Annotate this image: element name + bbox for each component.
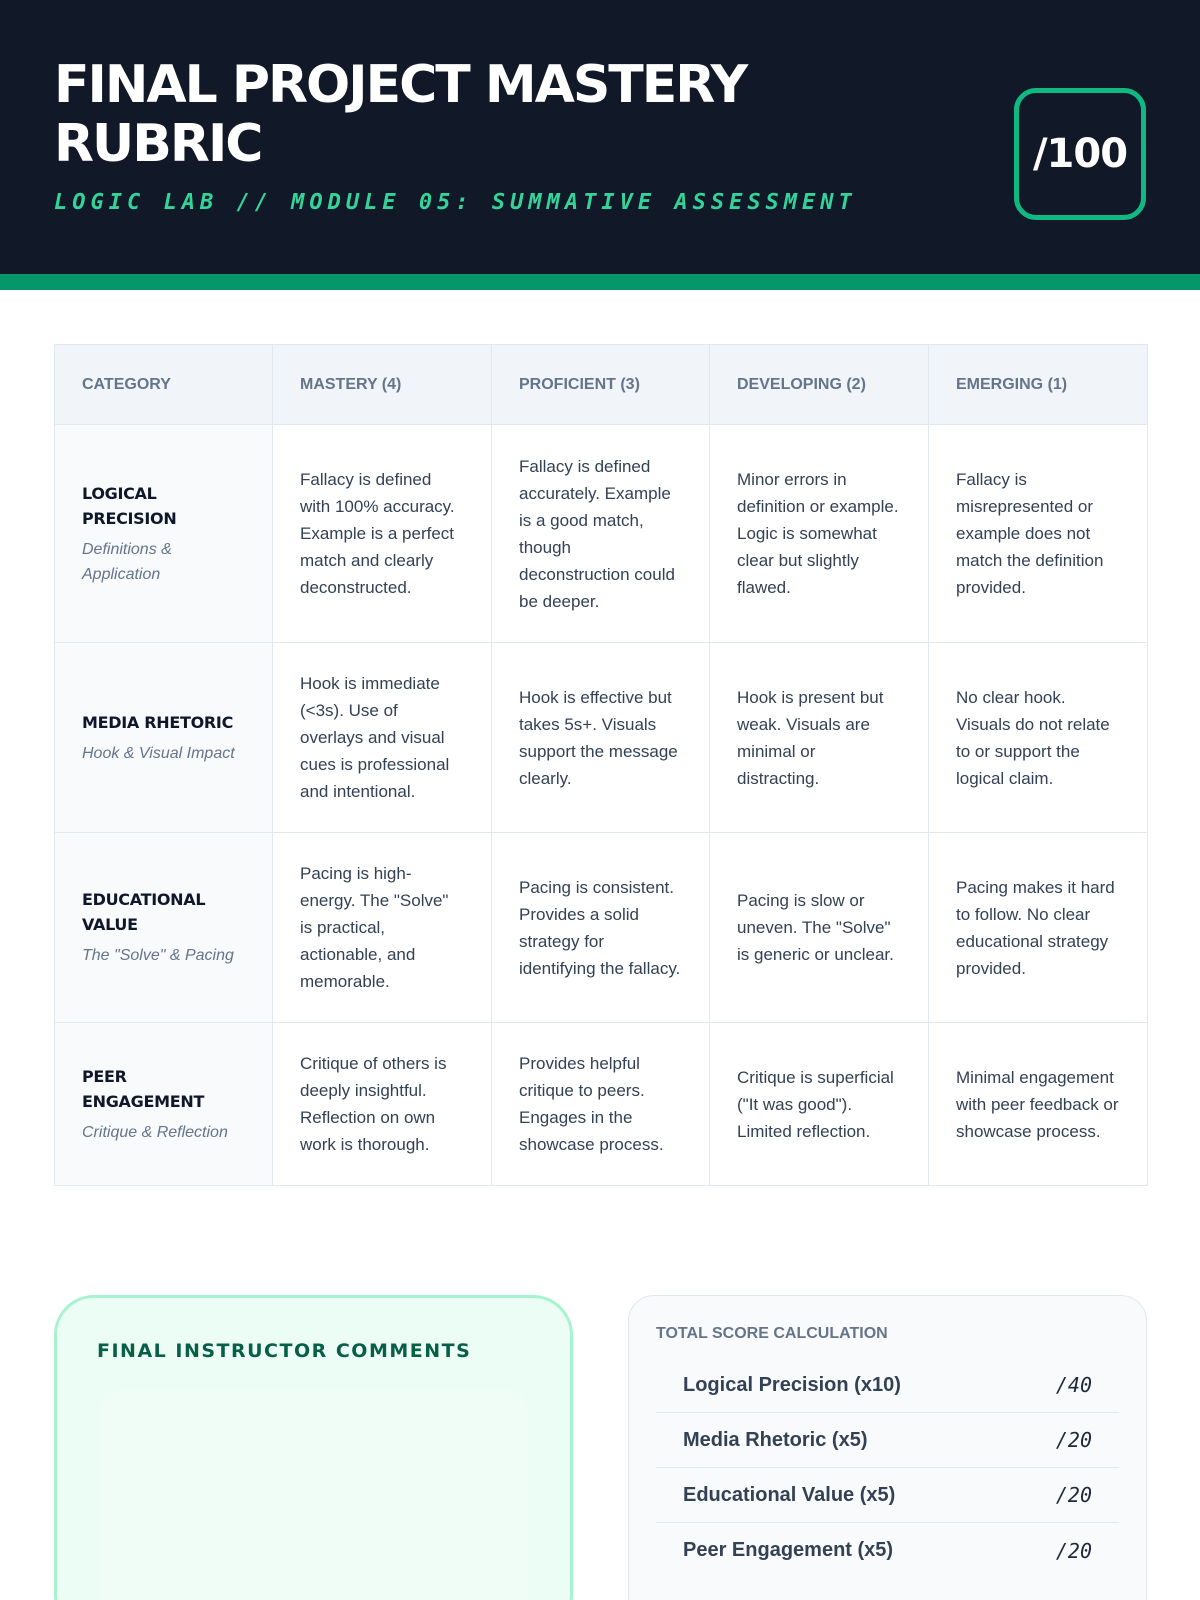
category-subtitle: Definitions & Application: [82, 540, 172, 583]
calculation-row: [656, 1523, 1119, 1578]
column-header-emerging: EMERGING (1): [929, 345, 1148, 425]
category-subtitle: Hook & Visual Impact: [82, 744, 235, 762]
category-cell: [55, 833, 273, 1023]
category-cell: [55, 425, 273, 643]
criteria-cell-emerging: Pacing makes it hard to follow. No clear educational strategy provided.: [929, 833, 1148, 1023]
column-header-mastery: MASTERY (4): [273, 345, 492, 425]
calculation-list: [656, 1358, 1119, 1578]
category-name: LOGICAL PRECISION: [82, 483, 177, 528]
header-accent-bar: [0, 274, 1200, 290]
criteria-cell-proficient: Hook is effective but takes 5s+. Visuals support the message clearly.: [492, 643, 710, 833]
criteria-cell-mastery: Fallacy is defined with 100% accuracy. Example is a perfect match and clearly deconstructed.: [273, 425, 492, 643]
comments-title: FINAL INSTRUCTOR COMMENTS: [97, 1340, 472, 1362]
calculation-value: /40: [1055, 1373, 1092, 1397]
calculation-value: /20: [1055, 1483, 1092, 1507]
page-title: FINAL PROJECT MASTERY RUBRIC: [54, 55, 747, 174]
calculation-value: /20: [1055, 1538, 1092, 1563]
calculation-label: Media Rhetoric (x5): [683, 1428, 868, 1451]
category-subtitle: Critique & Reflection: [82, 1123, 228, 1141]
rubric-table: [54, 344, 1148, 1186]
criteria-cell-proficient: Pacing is consistent. Provides a solid strategy for identifying the fallacy.: [492, 833, 710, 1023]
criteria-cell-emerging: Fallacy is misrepresented or example does not match the definition provided.: [929, 425, 1148, 643]
comments-input-area[interactable]: [99, 1390, 527, 1600]
calculation-row: [656, 1413, 1119, 1468]
category-name: PEER ENGAGEMENT: [82, 1066, 205, 1111]
score-calculation-card: [628, 1295, 1147, 1600]
calculation-label: Logical Precision (x10): [683, 1373, 901, 1396]
column-header-category: CATEGORY: [55, 345, 273, 425]
instructor-comments-card: [54, 1295, 573, 1600]
criteria-cell-emerging: No clear hook. Visuals do not relate to or support the logical claim.: [929, 643, 1148, 833]
column-header-proficient: PROFICIENT (3): [492, 345, 710, 425]
calculation-label: Peer Engagement (x5): [683, 1539, 894, 1561]
table-row: [55, 643, 1148, 833]
column-header-developing: DEVELOPING (2): [710, 345, 929, 425]
criteria-cell-proficient: Fallacy is defined accurately. Example is a good match, though deconstruction could be deeper.: [492, 425, 710, 643]
category-cell: [55, 643, 273, 833]
criteria-cell-developing: Pacing is slow or uneven. The "Solve" is generic or unclear.: [710, 833, 929, 1023]
category-subtitle: The "Solve" & Pacing: [82, 947, 234, 964]
category-cell: [55, 1023, 273, 1186]
criteria-cell-developing: Minor errors in definition or example. Logic is somewhat clear but slightly flawed.: [710, 425, 929, 643]
page-subtitle: LOGIC LAB // MODULE 05: SUMMATIVE ASSESSMENT: [54, 190, 857, 215]
table-row: [55, 425, 1148, 643]
calculation-row: [656, 1358, 1119, 1413]
criteria-cell-mastery: Pacing is high-energy. The "Solve" is practical, actionable, and memorable.: [273, 833, 492, 1023]
table-row: [55, 1023, 1148, 1186]
criteria-cell-mastery: Hook is immediate (<3s). Use of overlays and visual cues is professional and intentional.: [273, 643, 492, 833]
rubric-header-row: [55, 345, 1148, 425]
criteria-cell-proficient: Provides helpful critique to peers. Engages in the showcase process.: [492, 1023, 710, 1186]
criteria-cell-developing: Critique is superficial ("It was good"). Limited reflection.: [710, 1023, 929, 1186]
criteria-cell-mastery: Critique of others is deeply insightful. Reflection on own work is thorough.: [273, 1023, 492, 1186]
calculation-label: Educational Value (x5): [683, 1483, 896, 1506]
category-name: MEDIA RHETORIC: [82, 712, 234, 732]
table-row: [55, 833, 1148, 1023]
criteria-cell-emerging: Minimal engagement with peer feedback or showcase process.: [929, 1023, 1148, 1186]
calculation-row: [656, 1468, 1119, 1523]
calculation-title: TOTAL SCORE CALCULATION: [656, 1325, 888, 1342]
calculation-value: /20: [1055, 1428, 1092, 1452]
category-name: EDUCATIONAL VALUE: [82, 890, 206, 934]
page-header: [0, 0, 1200, 274]
total-score-badge: /100: [1014, 88, 1146, 220]
criteria-cell-developing: Hook is present but weak. Visuals are minimal or distracting.: [710, 643, 929, 833]
